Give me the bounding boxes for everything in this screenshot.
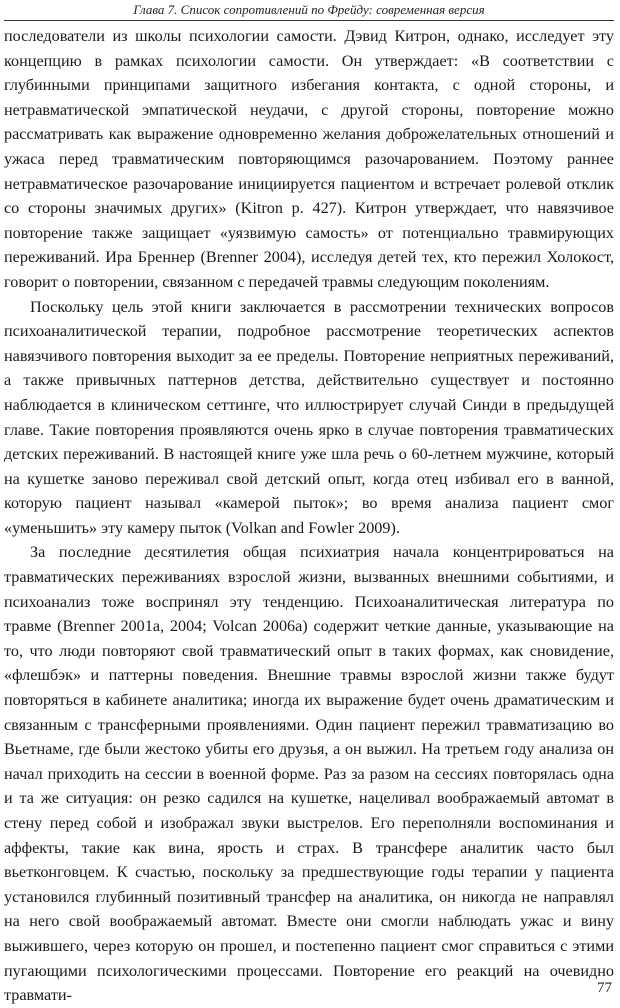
paragraph-3: За последние десятилетия общая психиатрия начала концентрироваться на травматических переживаниях взрослой жизни, вызванных внешними событиями, и психоанализ тоже воспринял эту тенденцию. Психоаналитическая литература по травме (Brenner 2001a, 2004; Volcan 2006a) содержит четкие данные, указывающие на то, что люди повторяют свой травматический опыт в таких формах, как сновидение, «флешбэк» и паттерны поведения. Внешние травмы взрослой жизни также будут повторяться в кабинете аналитика; иногда их выражение будет очень драматическим и связанным с трансферными проявлениями. Один пациент пережил травматизацию во Вьетнаме, где были жестоко убиты его друзья, а он выжил. На третьем году анализа он начал приходить на сессии в военной форме. Раз за разом на сессиях повторялась одна и та же ситуация: он резко садился на кушетке, нацеливал воображаемый автомат в стену перед собой и изображал звуки выстрелов. Его переполняли воспоминания и аффекты, такие как вина, ярость и страх. В трансфере аналитик часто был вьетконговцем. К счастью, поскольку за предшествующие годы терапии у пациента установился глубинный позитивный трансфер на аналитика, он никогда не направлял на него свой воображаемый автомат. Вместе они смогли наблюдать ужас и вину выжившего, через которую он прошел, и постепенно пациент смог справиться с этими пугающими психологическими процессами. Повторение его реакций на очевидно травмати-	[4, 543, 614, 1005]
running-header: Глава 7. Список сопротивлений по Фрейду: современная версия	[4, 2, 614, 21]
paragraph-1: последователи из школы психологии самости. Дэвид Китрон, однако, исследует эту концепцию в рамках психологии самости. Он утверждает: «В соответствии с глубинными принципами защитного избегания контакта, с одной стороны, и нетравматической эмпатической неудачи, с другой стороны, повторение можно рассматривать как выражение одновременно желания доброжелательных отношений и ужаса перед травматическим повторяющимся разочарованием. Поэтому раннее нетравматическое разочарование инициируется пациентом и встречает ролевой отклик со стороны значимых других» (Kitron p. 427). Китрон утверждает, что навязчивое повторение также защищает «уязвимую самость» от потенциально травмирующих переживаний. Ира Бреннер (Brenner 2004), исследуя детей тех, кто пережил Холокост, говорит о повторении, связанном с передачей травмы следующим поколениям.	[4, 27, 614, 291]
paragraph-2: Поскольку цель этой книги заключается в рассмотрении технических вопросов психоаналитической терапии, подробное рассмотрение теоретических аспектов навязчивого повторения выходит за ее пределы. Повторение неприятных переживаний, а также привычных паттернов детства, действительно существует и постоянно наблюдается в клиническом сеттинге, что иллюстрирует случай Синди в предыдущей главе. Такие повторения проявляются очень ярко в случае повторения травматических детских переживаний. В настоящей книге уже шла речь о 60-летнем мужчине, который на кушетке заново переживал свой детский опыт, когда отец избивал его в ванной, которую пациент называл «камерой пыток»; во время анализа пациент смог «уменьшить» эту камеру пыток (Volkan and Fowler 2009).	[4, 297, 614, 537]
page-number: 77	[597, 980, 612, 996]
body-text	[4, 24, 614, 1008]
